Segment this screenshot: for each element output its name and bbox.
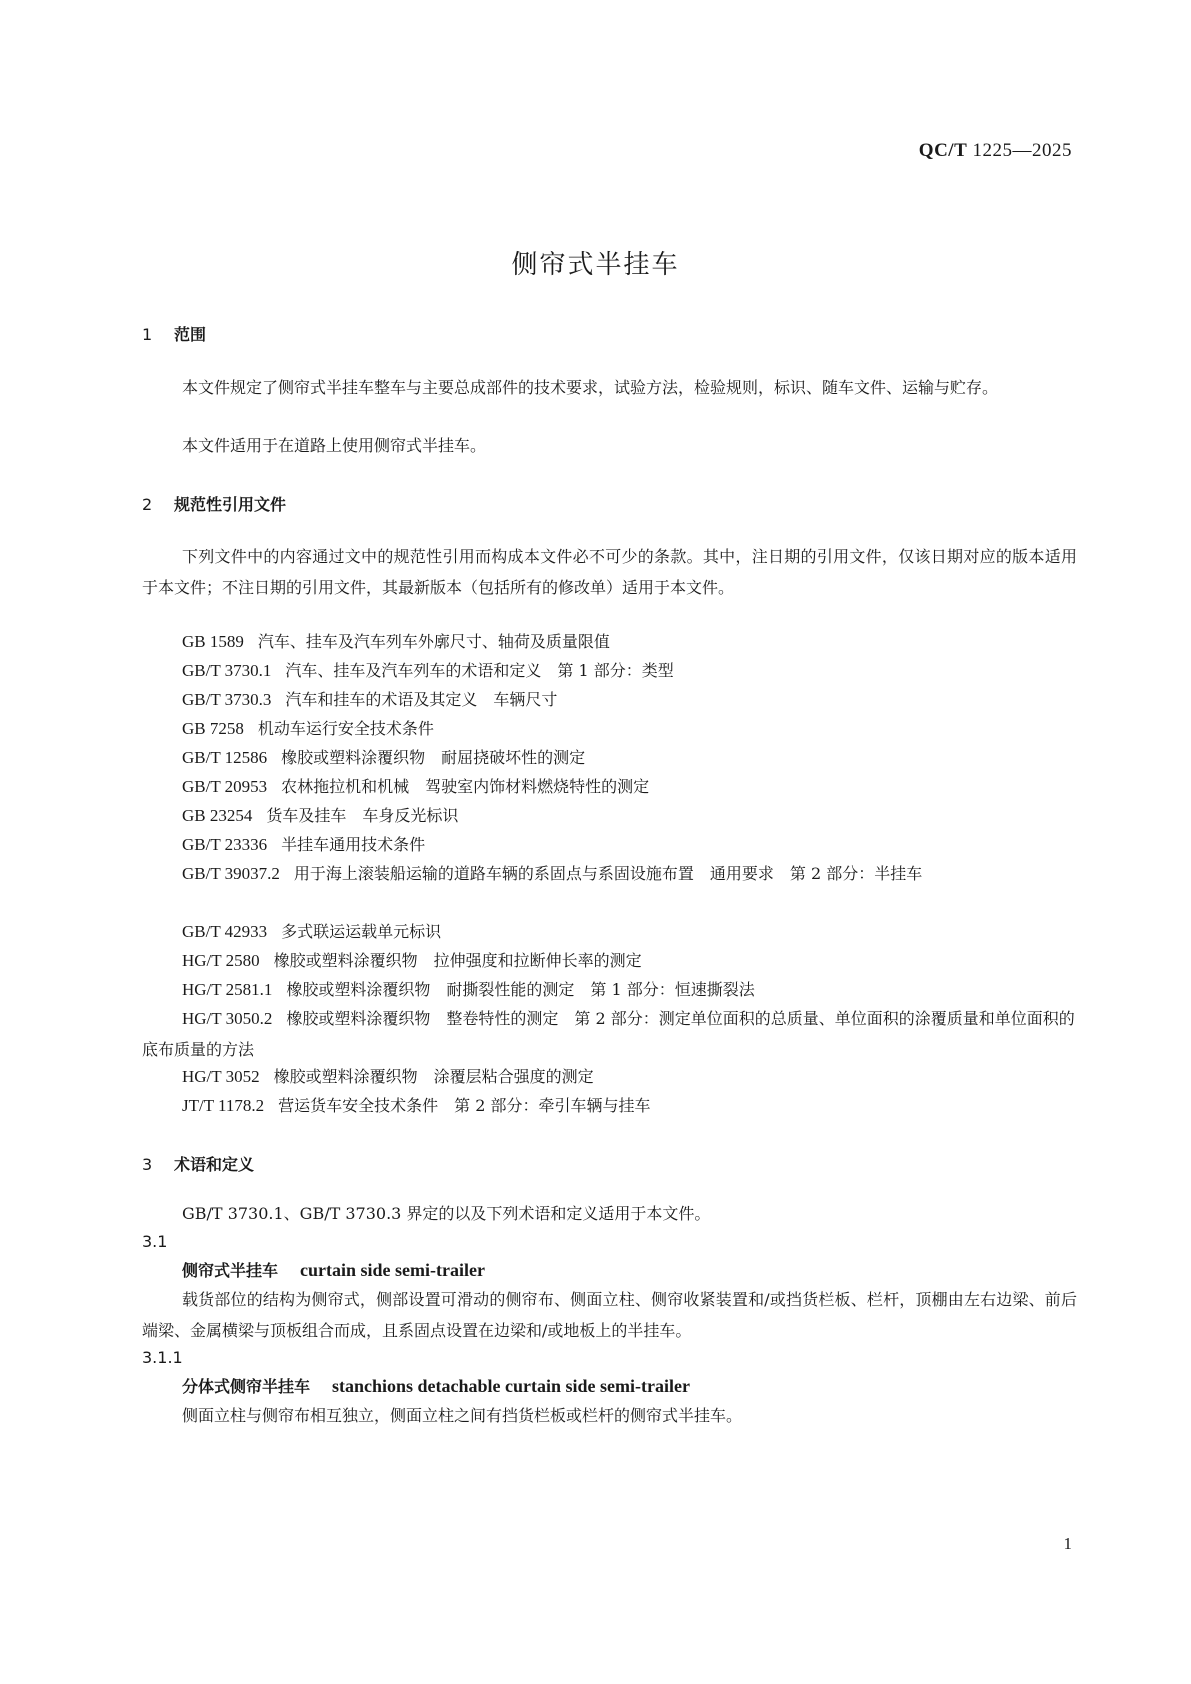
scope-paragraph-2: 本文件适用于在道路上使用侧帘式半挂车。 [182, 436, 487, 455]
term-number: 3.1.1 [142, 1348, 183, 1367]
term-number: 3.1 [142, 1232, 168, 1251]
reference-item: GB/T 3730.1 汽车、挂车及汽车列车的术语和定义 第 1 部分：类型 [182, 661, 674, 680]
reference-item: HG/T 3052 橡胶或塑料涂覆织物 涂覆层粘合强度的测定 [182, 1067, 594, 1086]
scope-paragraph-1: 本文件规定了侧帘式半挂车整车与主要总成部件的技术要求，试验方法，检验规则，标识、随车文件、运输与贮存。 [182, 378, 999, 397]
reference-item: GB 7258 机动车运行安全技术条件 [182, 719, 434, 738]
reference-item: GB/T 3730.3 汽车和挂车的术语及其定义 车辆尺寸 [182, 690, 558, 709]
reference-item: HG/T 2581.1 橡胶或塑料涂覆织物 耐撕裂性能的测定 第 1 部分：恒速撕裂法 [182, 980, 755, 999]
reference-item: HG/T 3050.2 橡胶或塑料涂覆织物 整卷特性的测定 第 2 部分：测定单位面积的总质量、单位面积的涂覆质量和单位面积的底布质量的方法 [142, 1009, 1075, 1059]
reference-item: HG/T 2580 橡胶或塑料涂覆织物 拉伸强度和拉断伸长率的测定 [182, 951, 642, 970]
reference-item: GB/T 42933 多式联运运载单元标识 [182, 922, 442, 941]
reference-item: GB/T 12586 橡胶或塑料涂覆织物 耐屈挠破坏性的测定 [182, 748, 586, 767]
terms-intro: GB/T 3730.1、GB/T 3730.3 界定的以及下列术语和定义适用于本文件。 [182, 1204, 711, 1223]
section-1-heading: 1 范围 [142, 325, 207, 344]
reference-item: JT/T 1178.2 营运货车安全技术条件 第 2 部分：牵引车辆与挂车 [182, 1096, 651, 1115]
term-heading: 分体式侧帘半挂车 stanchions detachable curtain side semi-trailer [182, 1376, 690, 1396]
page-number: 1 [1063, 1534, 1072, 1553]
term-definition: 载货部位的结构为侧帘式，侧部设置可滑动的侧帘布、侧面立柱、侧帘收紧装置和/或挡货栏板、栏杆，顶棚由左右边梁、前后端梁、金属横梁与顶板组合而成，且系固点设置在边梁和/或地板上的半挂车。 [142, 1290, 1077, 1340]
section-3-heading: 3 术语和定义 [142, 1155, 255, 1174]
reference-item: GB/T 23336 半挂车通用技术条件 [182, 835, 426, 854]
references-intro: 下列文件中的内容通过文中的规范性引用而构成本文件必不可少的条款。其中，注日期的引用文件，仅该日期对应的版本适用于本文件；不注日期的引用文件，其最新版本（包括所有的修改单）适用于本文件。 [142, 547, 1077, 597]
document-title: 侧帘式半挂车 [511, 250, 680, 280]
term-definition: 侧面立柱与侧帘布相互独立，侧面立柱之间有挡货栏板或栏杆的侧帘式半挂车。 [182, 1406, 743, 1425]
term-heading: 侧帘式半挂车 curtain side semi-trailer [182, 1260, 485, 1280]
reference-item: GB 1589 汽车、挂车及汽车列车外廓尺寸、轴荷及质量限值 [182, 632, 610, 651]
reference-item: GB 23254 货车及挂车 车身反光标识 [182, 806, 459, 825]
reference-item: GB/T 20953 农林拖拉机和机械 驾驶室内饰材料燃烧特性的测定 [182, 777, 650, 796]
section-2-heading: 2 规范性引用文件 [142, 495, 287, 514]
standard-number: QC/T 1225—2025 [918, 140, 1072, 161]
reference-item: GB/T 39037.2 用于海上滚装船运输的道路车辆的系固点与系固设施布置 通用要求 第 2 部分：半挂车 [182, 864, 923, 883]
